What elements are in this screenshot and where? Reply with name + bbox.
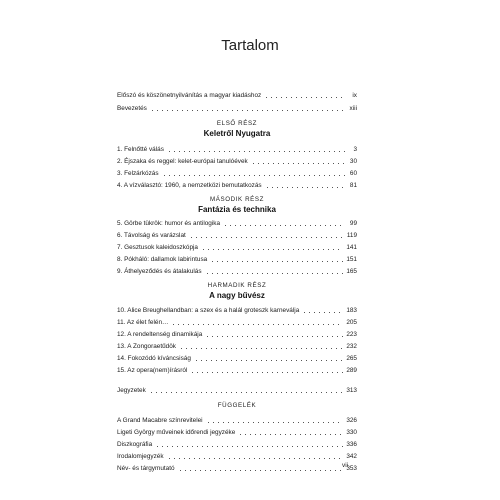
entry-page: ix <box>352 92 357 99</box>
dot-leader <box>302 312 343 313</box>
entry-title: 3. Felzárkózás <box>117 170 159 177</box>
entry-title: 6. Távolság és varázslat <box>117 232 186 239</box>
entry-title: Név- és tárgymutató <box>117 465 175 472</box>
entry-page: 183 <box>346 307 357 314</box>
entry-page: 119 <box>346 232 357 239</box>
part-label: HARMADIK RÉSZ <box>207 282 267 289</box>
toc-entry <box>117 353 357 363</box>
entry-title: 9. Áthelyeződés és átalakulás <box>117 268 202 275</box>
dot-leader <box>205 273 344 274</box>
toc-entry <box>117 266 357 276</box>
entry-page: 326 <box>346 417 357 424</box>
toc-entry <box>117 103 357 113</box>
entry-title: 8. Pókháló: dallamok labirintusa <box>117 256 208 263</box>
part-heading: A nagy bűvész <box>209 291 265 300</box>
entry-page: 232 <box>346 343 357 350</box>
toc-entry <box>117 180 357 190</box>
dot-leader <box>167 458 344 459</box>
entry-title: 14. Fokozódó kíváncsiság <box>117 355 191 362</box>
entry-title: 13. A Zongoraetűdök <box>117 343 176 350</box>
entry-title: 7. Gesztusok kaleidoszkópja <box>117 244 198 251</box>
dot-leader <box>167 151 345 152</box>
entry-page: 151 <box>346 256 357 263</box>
dot-leader <box>251 163 345 164</box>
dot-leader <box>155 446 343 447</box>
toc-entry <box>117 90 357 100</box>
page-title: Tartalom <box>221 37 279 54</box>
part-label: MÁSODIK RÉSZ <box>210 196 264 203</box>
toc-entry <box>117 168 357 178</box>
entry-page: 289 <box>346 367 357 374</box>
dot-leader <box>264 97 345 98</box>
page-number: vii <box>342 462 349 469</box>
toc-entry <box>117 242 357 252</box>
entry-page: 3 <box>353 146 357 153</box>
dot-leader <box>210 261 343 262</box>
toc-entry <box>117 144 357 154</box>
part-heading: Keletről Nyugatra <box>203 129 271 138</box>
toc-entry <box>117 427 357 437</box>
entry-title: 15. Az opera(nem)írásról <box>117 367 188 374</box>
toc-entry <box>117 385 357 395</box>
dot-leader <box>205 336 343 337</box>
toc-entry <box>117 218 357 228</box>
part-heading: Fantázia és technika <box>198 205 276 214</box>
entry-page: 265 <box>346 355 357 362</box>
entry-page: 353 <box>346 465 357 472</box>
entry-page: 99 <box>349 220 357 227</box>
dot-leader <box>190 372 343 373</box>
entry-page: 81 <box>349 182 357 189</box>
dot-leader <box>150 110 345 111</box>
entry-title: Előszó és köszönetnyilvánítás a magyar kiadáshoz <box>117 92 262 99</box>
entry-title: 4. A vízválasztó: 1960, a nemzetközi bemutatkozás <box>117 182 262 189</box>
entry-page: 223 <box>346 331 357 338</box>
toc-entry <box>117 305 357 315</box>
entry-page: 330 <box>346 429 357 436</box>
toc-entry <box>117 156 357 166</box>
dot-leader <box>223 225 345 226</box>
toc-entry <box>117 365 357 375</box>
entry-page: 30 <box>349 158 357 165</box>
entry-page: 165 <box>346 268 357 275</box>
entry-page: xiii <box>349 105 357 112</box>
dot-leader <box>265 187 345 188</box>
toc-entry <box>117 451 357 461</box>
entry-title: 2. Éjszaka és reggel: kelet-európai tanulóévek <box>117 158 248 165</box>
entry-page: 141 <box>346 244 357 251</box>
entry-page: 336 <box>346 441 357 448</box>
dot-leader <box>171 324 343 325</box>
entry-title: 1. Felnőtté válás <box>117 146 164 153</box>
toc-entry <box>117 230 357 240</box>
toc-entry <box>117 254 357 264</box>
dot-leader <box>162 175 345 176</box>
entry-page: 60 <box>349 170 357 177</box>
toc-entry <box>117 415 357 425</box>
toc-entry <box>117 317 357 327</box>
entry-title: 5. Görbe tükrök: humor és antilogika <box>117 220 221 227</box>
dot-leader <box>178 470 344 471</box>
part-label: ELSŐ RÉSZ <box>216 120 258 127</box>
toc-entry <box>117 341 357 351</box>
entry-title: Bevezetés <box>117 105 147 112</box>
entry-page: 205 <box>346 319 357 326</box>
dot-leader <box>194 360 343 361</box>
entry-title: Jegyzetek <box>117 387 146 394</box>
entry-title: 12. A rendeltenség dinamikája <box>117 331 203 338</box>
entry-title: 10. Alice Breughellandban: a szex és a halál groteszk karneválja <box>117 307 300 314</box>
entry-title: Diszkográfia <box>117 441 153 448</box>
dot-leader <box>201 249 343 250</box>
dot-leader <box>179 348 343 349</box>
entry-page: 313 <box>346 387 357 394</box>
entry-title: A Grand Macabre színrevitelei <box>117 417 203 424</box>
entry-title: Irodalomjegyzék <box>117 453 164 460</box>
appendix-label: FÜGGELÉK <box>217 402 257 409</box>
entry-title: 11. Az élet felén… <box>117 319 169 326</box>
dot-leader <box>149 392 344 393</box>
dot-leader <box>206 422 344 423</box>
entry-page: 342 <box>346 453 357 460</box>
toc-entry <box>117 329 357 339</box>
dot-leader <box>189 237 344 238</box>
toc-entry <box>117 439 357 449</box>
dot-leader <box>238 434 343 435</box>
toc-entry <box>117 463 357 473</box>
entry-title: Ligeti György műveinek időrendi jegyzéke <box>117 429 236 436</box>
